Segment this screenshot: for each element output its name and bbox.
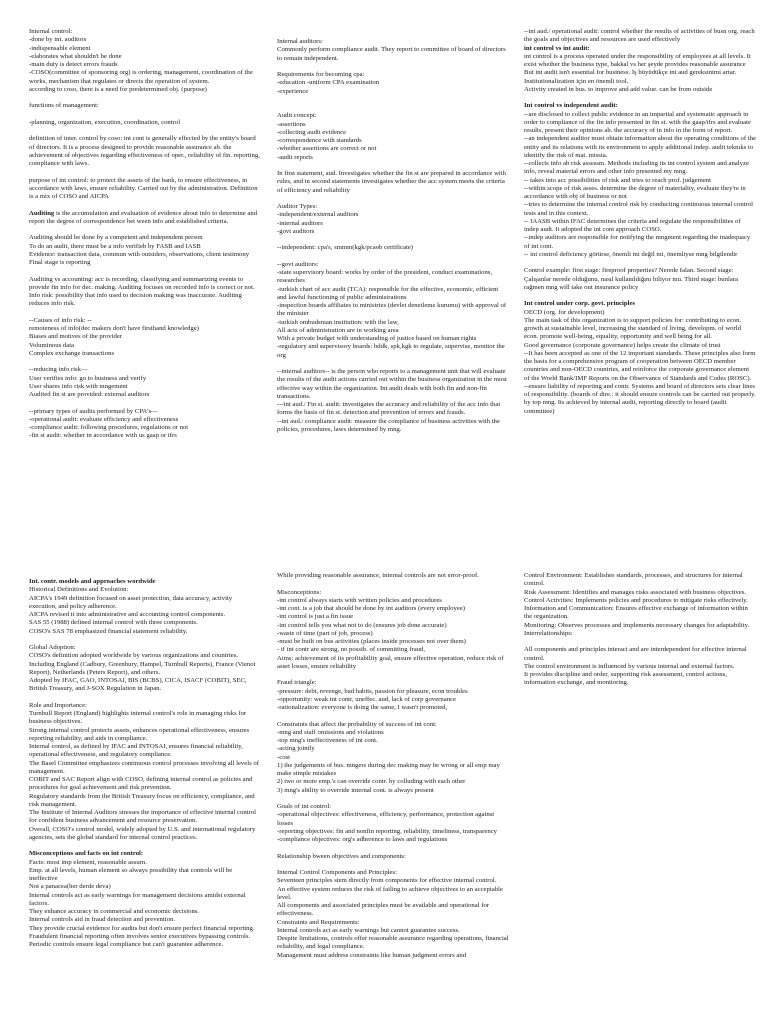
text-line: COSO's SAS 78 emphasized financial statement reliability. <box>29 627 188 635</box>
blank-line <box>29 127 261 135</box>
blank-line <box>277 162 509 170</box>
text-line: --within scope of risk asses. determine the degree of materiality, evaluate they're in accordance with obj of business or not <box>524 184 746 200</box>
text-line: definition of inter. control by coso: int cont is generally effected by the entity's board of directors. It is a process designed to provide reasonable assurance ab. the achievement of objectives regarding effectiveness of oper., reliability of fin. reporting, compliance with laws. <box>29 135 260 167</box>
column-top-left <box>29 28 261 515</box>
text-line: Evidence: transaction data, commun with outsiders, observations, client testimony <box>29 250 250 258</box>
text-line: They enhance accuracy in commercial and economic decisions. <box>29 908 200 915</box>
text-line: 3) mng's ability to override internal cont. is always present <box>277 786 434 794</box>
text-line: -int cont. is a job that should be done by int auditors (every employee) <box>277 605 465 612</box>
text-line: The control environment is influenced by various internal and external factors. <box>524 662 735 670</box>
text-line: The Institute of Internal Auditors stresses the importance of effective internal control for confident business advancement and resource preservation. <box>29 809 256 825</box>
text-line: -indispensable element <box>29 44 91 52</box>
text-line: -state supervisory board: works by order of the president, conduct examinations, researches <box>277 269 493 285</box>
text-line: Regulatory standards from the British Treasury focus on efficiency, compliance, and risk management. <box>29 792 255 808</box>
column-bottom-right <box>524 572 756 712</box>
text-line: -mng and staff omissions and violations <box>277 728 384 736</box>
text-line: -experience <box>277 87 309 95</box>
blank-line <box>277 253 509 261</box>
text-line: -reporting objectives: fin and nonfin reporting, reliability, timeliness, transparency <box>277 827 498 835</box>
blank-line <box>29 636 261 644</box>
text-line: -whether assertions are correct or not <box>277 145 377 153</box>
text-line: Internal control, as defined by IFAC and INTOSAI, ensures financial reliability, operational effectiveness, and regulatory compliance. <box>29 743 243 759</box>
text-line: functions of management: <box>29 102 99 110</box>
text-line: Including England (Cadbury, Greenbury, Hampel, Turnbull Reports), France (Vienot Report), Netherlands (Peters Report), and others. <box>29 660 256 676</box>
text-line: Constraints and Requirements: <box>277 918 360 926</box>
text-line: --primary types of audits performed by CPA's— <box>29 407 158 415</box>
blank-line <box>29 201 261 209</box>
text-line: -waste of time (part of job, process) <box>277 629 373 637</box>
blank-line <box>277 360 509 368</box>
text-line: Int control vs independent audit: <box>524 102 618 110</box>
text-line: But int audit isn't essential for business. İş büyüdükçe int aud gereksinimi artar. Institutionalization için en önemli tool. <box>524 69 737 85</box>
text-line: Misconceptions: <box>277 588 322 596</box>
column-top-middle <box>277 38 509 508</box>
text-line: OECD (org. for development) <box>524 308 605 316</box>
text-line: 2) two or more emp.'s can override contr. by colluding with each other <box>277 778 466 786</box>
text-line: -inspection boards affiliates to ministries (devlet denetleme kurumu) with approval of the minister <box>277 302 507 318</box>
text-line: All acts of administration are in working area <box>277 326 399 334</box>
text-line: -operational audit: evaluate efficiency and effectiveness <box>29 415 179 423</box>
text-line: Interrelationships: <box>524 629 573 637</box>
text-line: With a private budget with understanding of justice based on human rights <box>277 335 477 342</box>
text-line: -pressure: debt, revenge, bad habits, passion for pleasure, econ troubles <box>277 687 468 695</box>
text-line: --Causes of info risk: -- <box>29 316 92 324</box>
text-line: --tries to determine the internal control risk by conducting continuous internal control tests and in this context. <box>524 201 753 217</box>
blank-line <box>29 842 261 850</box>
text-line: -- takes into acc possibilities of risk and tries to reach prof. judgement <box>524 176 712 184</box>
text-line: Seventeen principles stem directly from components for effective internal control. <box>277 877 497 885</box>
text-line: All components and associated principles must be available and operational for effectiveness. <box>277 902 490 918</box>
text-line: -COSO(committee of sponsoring org) is ordering, management, coordination of the works, mechanism that regulates or directs the operation of system. <box>29 69 253 85</box>
text-line: Internal controls act as early warnings for management decisions amidst external factors. <box>29 891 246 907</box>
text-line: Relationship bween objectives and components: <box>277 852 406 860</box>
blank-line <box>29 226 261 234</box>
blank-line <box>277 844 509 852</box>
text-line: Control Activities: Implements policies and procedures to mitigate risks effectively. <box>524 596 748 604</box>
text-line: Auditor Types: <box>277 203 318 210</box>
text-line: -int control tells you what not to do (ensures job done accurate) <box>277 621 447 629</box>
text-line: Auditing should be done by a competent and independent person <box>29 234 203 242</box>
text-line: Overall, COSO's control model, widely adopted by U.S. and international regulatory agencies, sets the global standard for internal control practices. <box>29 825 256 841</box>
blank-line <box>277 236 509 244</box>
blank-line <box>277 63 509 71</box>
text-line: ---int aud./ Fin st. audit: investigates the accuracy and reliability of the acc info that forms the basis of fin st. detection and prevention of errors and frauds. <box>277 401 501 417</box>
text-line: Int. contr. models and approaches wordwide <box>29 578 156 585</box>
text-line: --are disclosed to collect public evidence in an impartial and systematic approach in order to compliance of the fin info presented in fin st. with the gaap/ifrs and evaluate results, present their opinions ab. the accuracy of in info in the form of report. <box>524 110 751 134</box>
text-line: - if int contr are strong, no possib. of committing fraud, <box>277 646 426 654</box>
text-line: Facts: most imp element, reasonable assurn. <box>29 858 147 866</box>
text-line: -audit reports <box>277 153 313 161</box>
blank-line <box>29 168 261 176</box>
text-line: The Basel Committee emphasizes continuous control processes involving all levels of management. <box>29 759 259 775</box>
blank-line <box>277 671 509 679</box>
text-line: Misconceptions and facts on int control: <box>29 850 144 858</box>
text-line: Complex exchange transactions <box>29 349 115 357</box>
text-line: -planning, organization, execution, coordination, control <box>29 118 181 126</box>
text-line: Internal control: <box>29 28 73 35</box>
text-line: While providing reasonable assurance, internal controls are not error-proof. <box>277 572 479 579</box>
text-line: -independent/external auditors <box>277 211 359 219</box>
text-line: -regulatory and supervisory boards: bddk, spk,kgk to regulate, supervise, monitor the org <box>277 343 505 359</box>
text-line: Internal Control Components and Principles: <box>277 869 397 876</box>
text-line: -rationalization: everyone is doing the same, I wasn't promoted, <box>277 704 448 711</box>
text-line: Fraudulent financial reporting often involves senior executives bypassing controls. <box>29 932 251 940</box>
text-line: -elaborates what shouldn't be done <box>29 52 122 60</box>
text-line: -assertions <box>277 120 306 128</box>
text-line: Int control under corp. govt. principles <box>524 300 636 308</box>
blank-line <box>277 580 509 588</box>
text-line: -fin st audit: whether in accordance with us gaap or ifrs <box>29 432 177 440</box>
text-line: In first statement, aud. Investigates whether the fin st are prepared in accordance with rules, and in second statements investigates whether the acc system meets the criteria of efficiency and reliability <box>277 170 506 194</box>
text-line: Internal auditors: <box>277 38 323 45</box>
text-line: -collecting audit evidence <box>277 128 347 136</box>
text-line: -acting jointly <box>277 745 315 753</box>
text-line: -cost <box>277 753 290 761</box>
column-bottom-middle <box>277 572 509 1024</box>
text-line: Control example: first stage: fireproof properties? Nerede falan. Second stage: Çalışanlar nerede olduğunu, nasıl kullanıldığını biliyor mu. Third stage: bunlara rağmen mng will take out insurance policy <box>524 267 739 291</box>
text-line: Internal controls act as early warnings but cannot guarantee success. <box>277 926 460 934</box>
blank-line <box>277 104 509 112</box>
text-line: Voluminous data <box>29 341 75 349</box>
blank-line <box>524 292 756 300</box>
text-line: Aims: achievement of its profitability goal, ensure effective operation, reduce risk of asset losses, ensure reliability <box>277 654 504 670</box>
text-line: Periodic controls ensure legal compliance but can't guarantee adherence. <box>29 941 224 948</box>
text-line: Audited fin st are provided: external auditors <box>29 391 150 398</box>
text-line: --internal auditors-- is the person who reports to a management unit that will evaluate the results of the audit actions carried out within the business organization in the most effective way within the organization. Int audit deals with both fin and non-fin transactions. <box>277 368 507 400</box>
text-line: They provide crucial evidence for audits but don't ensure perfect financial reporting. <box>29 924 255 932</box>
text-line: --independent: cpa's, smmm(kgk/pcaob certificate) <box>277 244 414 252</box>
text-line: according to coso, there is a need for predetermined obj. (purpose) <box>29 85 207 93</box>
text-line: Commonly perform compliance audit. They report to committee of board of directors to remain independent. <box>277 46 506 62</box>
text-line: --an independent auditor must obtain information about the operating conditions of the entity and its relations with its environment to apply additional indep. audit teknıks to identify the risk of mat. missta. <box>524 135 756 159</box>
text-line: Requirements for becoming cpa: <box>277 71 365 78</box>
blank-line <box>277 96 509 104</box>
text-line: Not a panacea(her derde deva) <box>29 883 111 891</box>
text-line: Risk Assessment: Identifies and manages risks associated with business objectives. <box>524 588 747 596</box>
text-line: COBIT and SAC Report align with COSO, defining internal control as policies and procedures for goal achievement and risk prevention. <box>29 776 253 792</box>
text-line: Auditing is the accumulation and evaluation of evidence about info to determine and report the degree of correspondence bet ween info and established criteria. <box>29 209 258 225</box>
blank-line <box>524 94 756 102</box>
text-line: Constraints that affect the probability of success of int cont: <box>277 720 437 728</box>
text-line: Historical Definitions and Evolution: <box>29 586 129 594</box>
column-top-right <box>524 28 756 515</box>
text-line: Biases and motives of the provider <box>29 333 123 341</box>
text-line: -int control always starts with written policies and procedures <box>277 596 442 604</box>
text-line: -compliance audit: following procedures, regulations or not <box>29 424 189 431</box>
text-line: Internal controls aid in fraud detection and prevention. <box>29 916 175 924</box>
text-line: To do an audit, there must be a info verifieb by FASB and IASB <box>29 242 201 250</box>
text-line: The main task of this organization is to support policies for: contributing to econ. growth at sustainable level, increasing the standard of living, developm. of world econ. promote well-being, equality, opportunity and well being for all. <box>524 316 742 341</box>
text-line: purpose of int control: to protect the assets of the bank, to ensure effectiveness, in accordance with laws, ensure reliability. Carried out by the administration. Definition is a mix of COSO and AICPA <box>29 176 258 200</box>
text-line: remoteness of info(dec makers don't have firsthand knowledge) <box>29 325 200 332</box>
text-line: Adopted by IFAC, GAO, INTOSAI, BIS (BCBS), CICA, ISACF (COBIT), SEC, British Treasury, and J-SOX Regulation in Japan. <box>29 677 247 693</box>
text-line: --int aud./ compliance audit: measure the compliance of business activities with the policies, procedures, laws determined by mng. <box>277 417 500 433</box>
blank-line <box>277 795 509 803</box>
text-line: -govt auditors <box>277 227 315 235</box>
text-line: Monitoring: Observes processes and implements necessary changes for adaptability. <box>524 621 750 629</box>
text-line: Strong internal control protects assets, enhances operational effectiveness, ensures reporting reliability, and aids in compliance. <box>29 726 250 742</box>
text-line: Info risk: possibility that info used to decision making was inaccurate. Auditing reduces info risk. <box>29 292 242 308</box>
text-line: Control Environment: Establishes standards, processes, and structures for internal control. <box>524 572 743 588</box>
text-line: 1) the judgements of bus. mngers during dec making may be wrong or all emp may make simple mistakes <box>277 761 500 777</box>
blank-line <box>524 259 756 267</box>
text-line: Goals of int control: <box>277 803 332 810</box>
blank-line <box>29 267 261 275</box>
blank-line <box>29 399 261 407</box>
text-line: -top mng's ineffectiveness of int cont. <box>277 737 378 744</box>
blank-line <box>29 694 261 702</box>
text-line: Good governance (corporate governance) helps create the climate of trust <box>524 341 721 349</box>
text-line: -correspondence with standards <box>277 137 362 144</box>
blank-line <box>277 861 509 869</box>
text-line: --It has been accepted as one of the 12 important standards. These principles also form the basis for a comprehensive program of cooperation between OECD member countries and non-OECD countries, and reinforce the corporate governance element of the World Bank/IMF Reports on the Observance of Standards and Codes (ROSC). <box>524 349 756 382</box>
text-line: -- int control deficiency görürse, önemli mi değil mi, önemliyse mng bilgilendir <box>524 250 738 258</box>
text-line: It provides discipline and order, supporting risk assessment, control actions, information exchange, and monitoring. <box>524 671 727 687</box>
text-line: Activity created in bus. to improve and add value. can be from outside <box>524 85 713 93</box>
blank-line <box>277 712 509 720</box>
text-line: User verifies info: go to business and verify <box>29 374 147 382</box>
text-line: An effective system reduces the risk of failing to achieve objectives to an acceptable level. <box>277 885 503 901</box>
text-line: Auditing vs accounting: acc is recording, classifying and summarizing events to provide fin info for dec. making. Auditing focuses on recorded info is correct or not. <box>29 275 255 291</box>
text-line: -turkish ombudsman institution: with the law, <box>277 318 399 326</box>
text-line: Turnbull Report (England) highlights internal control's role in managing risks for business objectives. <box>29 710 247 726</box>
text-line: -internal auditors <box>277 219 323 227</box>
text-line: Final stage is reporting <box>29 259 91 266</box>
text-line: SAS 55 (1988) defined internal control with three components. <box>29 619 198 627</box>
text-line: -main duty is detect errors frauds <box>29 61 118 68</box>
text-line: --int aud./ operational audit: control whether the results of activities of busn org. reach the goals and objectives and resources are used effectively <box>524 28 755 44</box>
text-line: Management must address constraints like human judgment errors and <box>277 951 467 959</box>
text-line: -int control is just a fin issue <box>277 613 354 621</box>
text-line: -compliance objectives: org's adherence to laws and regulations <box>277 836 448 843</box>
text-line: Fraud triangle: <box>277 679 317 687</box>
text-line: Emp. at all levels, human element so always possibility that controls will be ineffective <box>29 866 233 882</box>
text-line: --reducing info risk— <box>29 366 88 374</box>
text-line: -- IAASB within IFAC determines the criteria and regulate the responsibilities of indep audt. It adopted the int cont approach COSO. <box>524 217 741 233</box>
text-line: All components and principles interact and are interdependent for effective internal control. <box>524 646 747 662</box>
blank-line <box>29 94 261 102</box>
text-line: AICPA's 1949 definition focused on asset protection, data accuracy, activity execution, and policy adherence. <box>29 594 233 610</box>
text-line: Role and Importance: <box>29 701 87 709</box>
text-line: -turkish chart of acc audit (TCA): responsible for the effective, economic, efficient and lawful functioning of public administrations <box>277 285 499 301</box>
text-line: int control is a process operated under the responsibility of employees at all levels. It exist whether the business type, bakkal vs her şeyde provides reasonable assurance <box>524 52 751 68</box>
text-line: int control vs int audit: <box>524 44 590 52</box>
blank-line <box>524 638 756 646</box>
blank-line <box>29 111 261 119</box>
text-line: -done by int. auditors <box>29 36 87 44</box>
text-line: -opportunity: weak int contr, uneffec. aud, lack of corp governance <box>277 695 456 703</box>
blank-line <box>277 195 509 203</box>
text-line: -education -uniform CPA examination <box>277 79 380 87</box>
text-line: --collects info ab risk assessm. Methods including its int control system and analyze info, reveal material errors and other info presented my mng. <box>524 160 749 176</box>
text-line: --ensure liability of reporting and contr. Systems and board of directors sets clear lines of responsibility. (boards of dire.: it should ensure controls can be carried out properly. by top mng. Its achieved by internal audit, reporting directly to board (audit committee) <box>524 382 756 415</box>
text-line: COSO's definition adopted worldwide by various organizations and countries. <box>29 652 238 660</box>
text-line: Audit concept: <box>277 112 317 120</box>
text-line: -operational objectives: effectiveness, efficiency, performance, protection against losses <box>277 811 495 827</box>
text-line: -must be built on bus activities (places inside processes not over them) <box>277 638 466 645</box>
text-line: Despite limitations, controls offer reasonable assurance regarding operations, financial reliability, and legal compliance. <box>277 935 509 951</box>
text-line: Information and Communication: Ensures effective exchange of information within the organization. <box>524 605 748 621</box>
text-line: --govt auditors: <box>277 260 319 268</box>
blank-line <box>29 309 261 317</box>
column-bottom-left <box>29 578 261 1024</box>
text-line: AICPA revised it into administrative and accounting control components. <box>29 611 226 618</box>
text-line: User shares info risk with mngement <box>29 382 128 390</box>
text-line: --indep auditors are responsible for notifying the mngment regarding the inadequacy of int cont. <box>524 234 751 250</box>
text-line: Global Adoption: <box>29 644 76 651</box>
blank-line <box>29 358 261 366</box>
